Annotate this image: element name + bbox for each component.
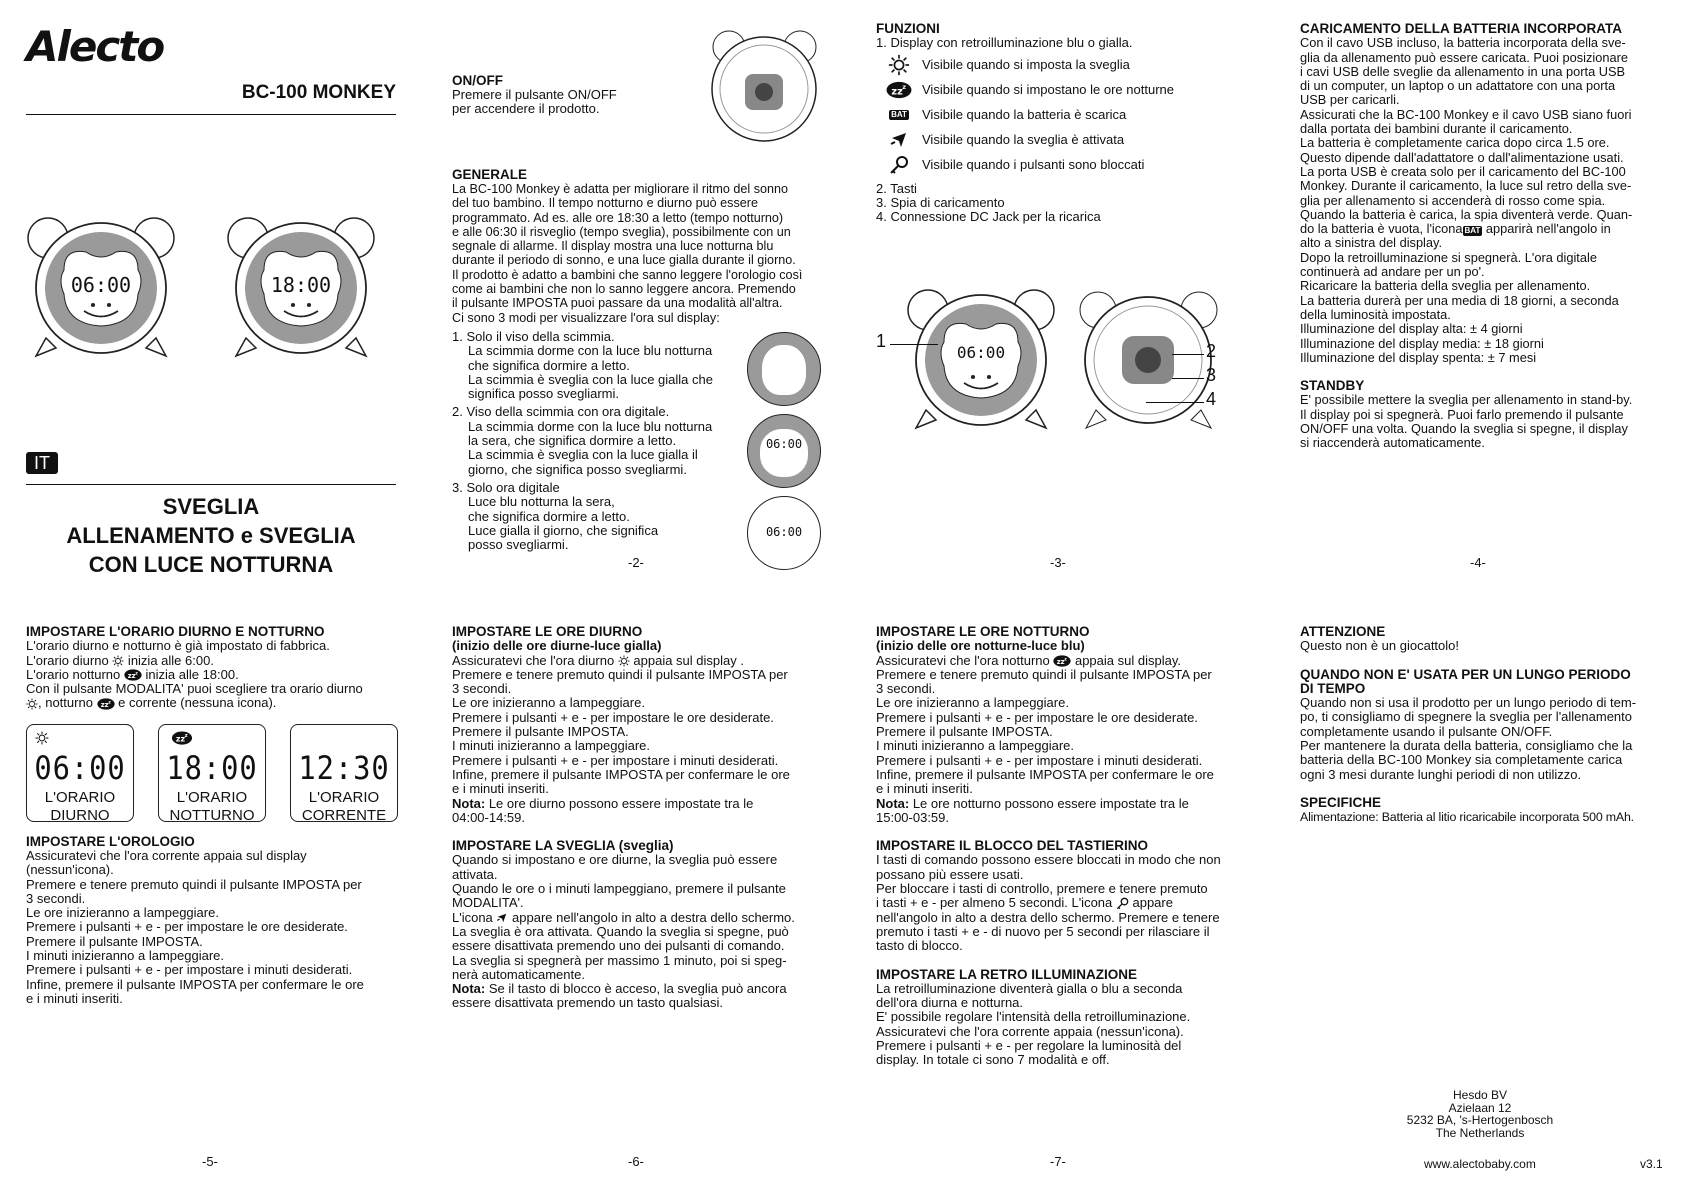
sun-icon [112, 655, 124, 667]
zzz-icon [124, 669, 142, 681]
functions-heading: FUNZIONI [876, 21, 940, 36]
address: Hesdo BV Azielaan 12 5232 BA, 's-Hertogenbosch The Netherlands [1406, 1088, 1554, 1140]
callout-4: 4 [1206, 389, 1217, 409]
general-heading: GENERALE [452, 167, 528, 182]
clock-day-illustration [26, 208, 176, 358]
long-period-heading: QUANDO NON E' USATA PER UN LUNGO PERIODO DI TEMPO [1300, 666, 1631, 696]
key-icon [889, 155, 909, 175]
zzz-icon [171, 731, 193, 745]
page-number: -4- [1470, 555, 1486, 570]
function-icon-row: Visibile quando i pulsanti sono bloccati [876, 153, 1246, 178]
battery-icon: BAT [1464, 226, 1481, 236]
page-number: -3- [1050, 555, 1066, 570]
function-icon-row: Visibile quando si impostano le ore notturne [876, 78, 1246, 103]
device-illustration [707, 27, 822, 147]
main-title: SVEGLIA ALLENAMENTO e SVEGLIA CON LUCE NOTTURNA [66, 494, 356, 577]
specs-heading: SPECIFICHE [1300, 794, 1382, 810]
sun-icon [26, 698, 38, 710]
model-title: BC-100 MONKEY [241, 82, 396, 103]
lcd-day: 06:00 L'ORARIO DIURNO [26, 724, 134, 822]
clock-night-time: 18:00 [270, 273, 332, 297]
callout-3: 3 [1206, 365, 1217, 385]
version-label: v3.1 [1640, 1157, 1663, 1171]
front-diagram-time: 06:00 [956, 343, 1006, 362]
functions-list: 2. Tasti 3. Spia di caricamento 4. Connessione DC Jack per la ricarica [876, 180, 1101, 225]
page-5: IMPOSTARE L'ORARIO DIURNO E NOTTURNO L'orario diurno e notturno è già impostato di fabbrica. L'orario diurno inizia alle 6:00. L'orario notturno inizia alle 18:00. Con il pulsante MODALITA' puoi scegliere tra orario diurno , notturno e corrente (nessuna icona). 06:00 L'ORARIO DIURNO 18:00 L'ORARIO NOTTURNO 12:30 L'ORARIO CORRENTE IMPOSTARE L'OROLOGIO Assicuratevi che l'ora corrente appaia sul display (nessun'icona). Premere e tenere premuto quindi il pulsante IMPOSTA per 3 secondi. Le ore inizieranno a lampeggiare. Premere i pulsanti + e - per impostare le ore desiderate. Premere il pulsante IMPOSTA. I minuti inizieranno a lampeggiare. Premere i pulsanti + e - per impostare i minuti desiderati. Infine, premere il pulsante IMPOSTA per confermare le ore e i minuti inseriti. -5- [26, 625, 396, 1185]
function-icon-row: Visibile quando la sveglia è attivata [876, 128, 1246, 153]
alarm-icon [496, 912, 508, 924]
zzz-icon [1053, 655, 1071, 667]
callout-line [1172, 378, 1204, 379]
callout-line [1146, 402, 1204, 403]
alarm-icon [889, 130, 909, 150]
mode-2-time: 06:00 [765, 437, 803, 451]
divider [26, 484, 396, 485]
page-number: -5- [202, 1154, 218, 1169]
back-diagram [1076, 280, 1221, 430]
page-8: ATTENZIONE Questo non è un giocattolo! QUANDO NON E' USATA PER UN LUNGO PERIODO DI TEMPO Quando non si usa il prodotto per un lungo periodo di tem- po, ti consigliamo di spegnere la sveglia per l'allenamento completamente usando il pulsante ON/OFF. Per mantenere la durata della batteria, consigliamo che la batteria della BC-100 Monkey sia completamente carica ogni 3 mesi durante lunghi periodi di non utilizzo. SPECIFICHE Alimentazione: Batteria al litio ricaricabile incorporata 500 mAh. Hesdo BV Azielaan 12 5232 BA, 's-Hertogenbosch The Netherlands www.alectobaby.com v3.1 [1300, 625, 1670, 1185]
battery-icon: BAT [891, 110, 907, 120]
standby-text: E' possibile mettere la sveglia per allenamento in stand-by. Il display poi si spegnerà. Puoi farlo premendo il pulsante ON/OFF una volta. Quando la sveglia si spegne, il display si riaccenderà automaticamente. [1300, 392, 1633, 451]
mode-list [452, 330, 742, 556]
onoff-heading: ON/OFF [452, 73, 503, 88]
sun-icon [35, 731, 49, 745]
page-number: -7- [1050, 1154, 1066, 1169]
warning-heading: ATTENZIONE [1300, 624, 1386, 639]
brand-logo: Alecto [26, 22, 164, 71]
mode-3-time: 06:00 [765, 525, 803, 539]
clock-night-illustration [226, 208, 376, 358]
battery-heading: CARICAMENTO DELLA BATTERIA INCORPORATA [1300, 21, 1622, 36]
callout-line [890, 344, 938, 345]
zzz-icon [97, 698, 115, 710]
function-icon-row: BAT Visibile quando la batteria è scarica [891, 106, 1127, 122]
callout-2: 2 [1206, 341, 1217, 361]
keylock-heading: IMPOSTARE IL BLOCCO DEL TASTIERINO [876, 838, 1149, 854]
page-7: IMPOSTARE LE ORE NOTTURNO (inizio delle ore notturne-luce blu) Assicuratevi che l'ora notturno appaia sul display. Premere e tenere premuto quindi il pulsante IMPOSTA per 3 secondi. Le ore inizieranno a lampeggiare. Premere i pulsanti + e - per impostare le ore desiderate. Premere il pulsante IMPOSTA. I minuti inizieranno a lampeggiare. Premere i pulsanti + e - per impostare i minuti desiderati. Infine, premere il pulsante IMPOSTA per confermare le ore e i minuti inseriti. Nota: Le ore notturno possono essere impostate tra le 15:00-03:59. IMPOSTARE IL BLOCCO DEL TASTIERINO I tasti di comando possono essere bloccati in modo che non possano più essere usati. Per bloccare i tasti di controllo, premere e tenere premuto i tasti + e - per almeno 5 secondi. L'icona appare nell'angolo in alto a destra dello schermo. Premere e tenere premuto i tasti + e - di nuovo per 5 secondi per rilasciare il tasto di blocco. IMPOSTARE LA RETRO ILLUMINAZIONE La retroilluminazione diventerà gialla o blu a seconda dell'ora diurna e notturna. E' possibile regolare l'intensità della retroilluminazione. Assicuratevi che l'ora corrente appaia (nessun'icona). Premere i pulsanti + e - per regolare la luminosità del display. In totale ci sono 7 modalità e off. -7- [876, 625, 1246, 1185]
lcd-night: 18:00 L'ORARIO NOTTURNO [158, 724, 266, 822]
clock-heading: IMPOSTARE L'OROLOGIO [26, 834, 195, 849]
mode-1: 1. Solo il viso della scimmia. La scimmia dorme con la luce blu notturna che significa dormire a letto. La scimmia è sveglia con la luce gialla che significa posso svegliarmi. [452, 329, 713, 402]
language-badge: IT [26, 452, 58, 474]
callout-line [1172, 354, 1204, 355]
general-text: La BC-100 Monkey è adatta per migliorare il ritmo del sonno del tuo bambino. Il tempo notturno e diurno può essere programmato. Ad es. alle ore 18:30 a letto (tempo notturno) e alle 06:30 il risveglio (tempo sveglia), possibilmente con un segnale di allarme. Il display mostra una luce notturna blu durante il periodo di sonno, e una luce gialla durante il giorno. Il prodotto è adatto a bambini che sanno leggere l'orologio così come ai bambini che non lo sanno leggere ancora. Premendo il pulsante IMPOSTA puoi passare da una modalità all'altra. Ci sono 3 modi per visualizzare l'ora sul display: [452, 182, 803, 325]
lcd-current: 12:30 L'ORARIO CORRENTE [290, 724, 398, 822]
function-icon-row: Visibile quando si imposta la sveglia [876, 53, 1246, 78]
key-icon [1116, 897, 1129, 910]
clock-text: Assicuratevi che l'ora corrente appaia sul display (nessun'icona). Premere e tenere premuto quindi il pulsante IMPOSTA per 3 secondi. Le ore inizieranno a lampeggiare. Premere i pulsanti + e - per impostare le ore desiderate. Premere il pulsante IMPOSTA. I minuti inizieranno a lampeggiare. Premere i pulsanti + e - per impostare i minuti desiderati. Infine, premere il pulsante IMPOSTA per confermare le ore e i minuti inseriti. [26, 848, 364, 1006]
page-3 [876, 22, 1246, 582]
page-2 [452, 22, 822, 582]
mode-3: 3. Solo ora digitale Luce blu notturna la sera, che significa dormire a letto. Luce gialla il giorno, che significa posso svegliarmi. [452, 479, 659, 553]
day-hours-heading: IMPOSTARE LE ORE DIURNO [452, 624, 643, 639]
standby-heading: STANDBY [1300, 378, 1365, 394]
front-diagram [906, 280, 1056, 430]
mode-1-illustration [747, 332, 821, 406]
onoff-text: Premere il pulsante ON/OFF per accendere il prodotto. [452, 87, 617, 117]
zzz-icon [886, 81, 912, 99]
page-1 [26, 22, 396, 582]
day-night-heading: IMPOSTARE L'ORARIO DIURNO E NOTTURNO [26, 624, 325, 639]
page-number: -6- [628, 1154, 644, 1169]
alarm-heading: IMPOSTARE LA SVEGLIA (sveglia) [452, 838, 674, 854]
website-link[interactable]: www.alectobaby.com [1424, 1157, 1536, 1171]
mode-3-illustration [747, 496, 821, 570]
divider [26, 114, 396, 115]
functions-item-1: 1. Display con retroilluminazione blu o gialla. [876, 35, 1133, 51]
callout-1: 1 [876, 331, 887, 351]
clock-day-time: 06:00 [70, 273, 132, 297]
page-number: -2- [628, 555, 644, 570]
mode-2-illustration [747, 414, 821, 488]
page-4 [1300, 22, 1670, 582]
backlight-heading: IMPOSTARE LA RETRO ILLUMINAZIONE [876, 966, 1137, 982]
night-hours-heading: IMPOSTARE LE ORE NOTTURNO [876, 624, 1090, 639]
page-6: IMPOSTARE LE ORE DIURNO (inizio delle ore diurne-luce gialla) Assicuratevi che l'ora diurno appaia sul display . Premere e tenere premuto quindi il pulsante IMPOSTA per 3 secondi. Le ore inizieranno a lampeggiare. Premere i pulsanti + e - per impostare le ore desiderate. Premere il pulsante IMPOSTA. I minuti inizieranno a lampeggiare. Premere i pulsanti + e - per impostare i minuti desiderati. Infine, premere il pulsante IMPOSTA per confermare le ore e i minuti inseriti. Nota: Le ore diurno possono essere impostate tra le 04:00-14:59. IMPOSTARE LA SVEGLIA (sveglia) Quando si impostano e ore diurne, la sveglia può essere attivata. Quando le ore o i minuti lampeggiano, premere il pulsante MODALITA'. L'icona appare nell'angolo in alto a destra dello schermo. La sveglia è ora attivata. Quando la sveglia si spegne, può essere disattivata premendo uno dei pulsanti di comando. La sveglia si spegnerà per massimo 1 minuto, poi si speg- nerà automaticamente. Nota: Se il tasto di blocco è acceso, la sveglia può ancora essere disattivata premendo un tasto qualsiasi. -6- [452, 625, 822, 1185]
battery-text: Con il cavo USB incluso, la batteria incorporata della sve- glia da allenamento può essere caricata. Puoi posizionare i cavi USB delle sveglie da allenamento in una porta USB di un computer, un laptop o un adattatore con una porta USB per caricarli. Assicurati che la BC-100 Monkey e il cavo USB siano fuori dalla portata dei bambini durante il caricamento. La batteria è completamente carica dopo circa 1.5 ore. Questo dipende dall'adattatore o dall'alimentazione usati. La porta USB è creata solo per il caricamento del BC-100 Monkey. Durante il caricamento, la luce sul retro della sve- glia per allenamento si accenderà di rosso come spia. Quando la batteria è carica, la spia diventerà verde. Quan- do la batteria è vuota, l'icona BAT apparirà nell'angolo in alto a sinistra del display. Dopo la retroilluminazione si spegnerà. L'ora digitale continuerà ad andare per un po'. Ricaricare la batteria della sveglia per allenamento. La batteria durerà per una media di 18 giorni, a seconda della luminosità impostata. Illuminazione del display alta: ± 4 giorni Illuminazione del display media: ± 18 giorni Illuminazione del display spenta: ± 7 mesi [1300, 35, 1633, 365]
sun-icon [618, 655, 630, 667]
sun-icon [888, 54, 910, 76]
mode-2: 2. Viso della scimmia con ora digitale. La scimmia dorme con la luce blu notturna la sera, che significa dormire a letto. La scimmia è sveglia con la luce gialla il giorno, che significa posso svegliarmi. [452, 404, 713, 477]
